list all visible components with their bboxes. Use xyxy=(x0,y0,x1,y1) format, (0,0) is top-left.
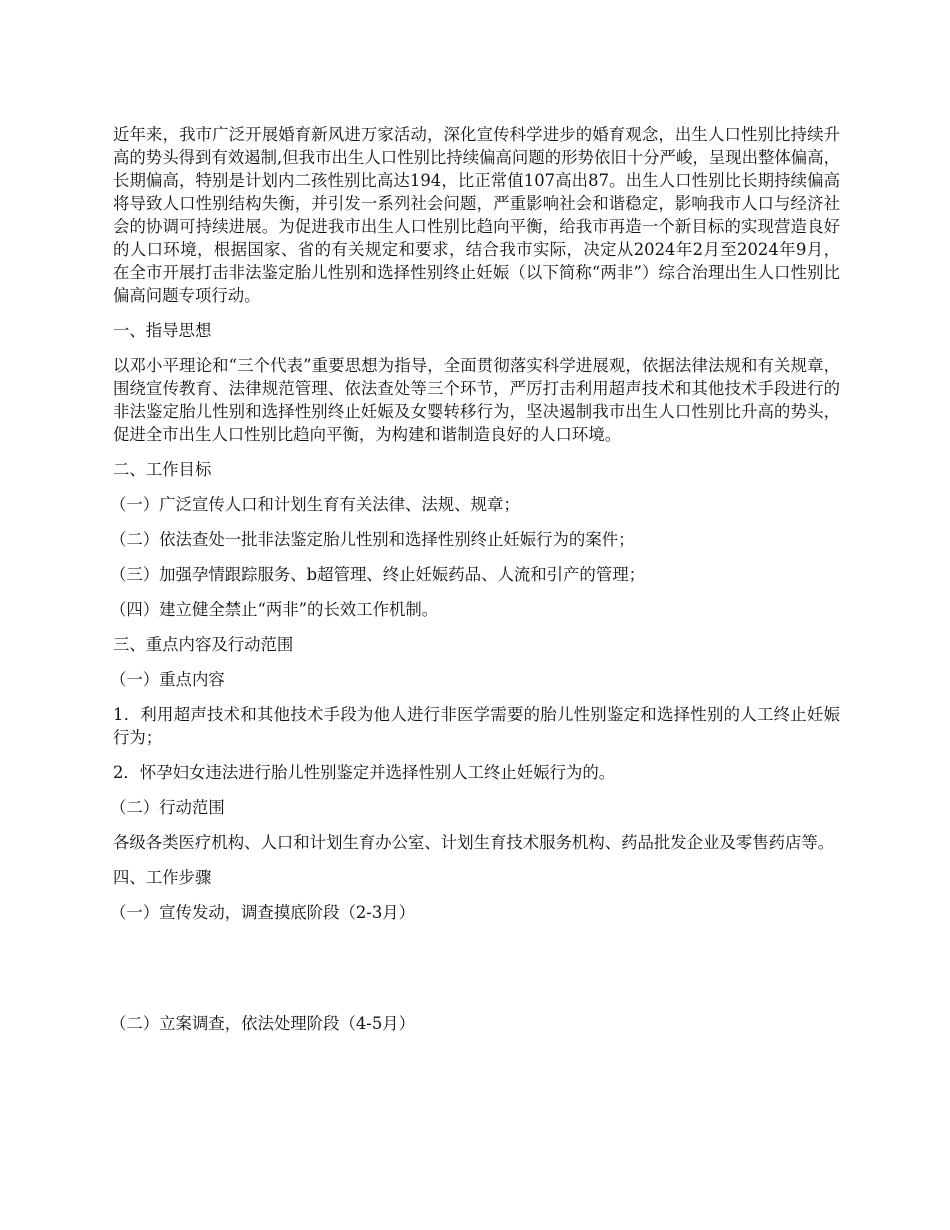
document-body xyxy=(110,123,840,1047)
work-step-item: （一）宣传发动，调查摸底阶段（2-3月） xyxy=(110,903,416,922)
goal-item: （一）广泛宣传人口和计划生育有关法律、法规、规章； xyxy=(110,495,520,514)
key-content-item: 1．利用超声技术和其他技术手段为他人进行非医学需要的胎儿性别鉴定和选择性别的人工终止妊娠行为； xyxy=(113,705,840,747)
section-heading-work-steps: 四、工作步骤 xyxy=(113,868,212,887)
intro-paragraph: 近年来，我市广泛开展婚育新风进万家活动，深化宣传科学进步的婚育观念，出生人口性别比持续升高的势头得到有效遏制,但我市出生人口性别比持续偏高问题的形势依旧十分严峻，呈现出整体偏高，长期偏高，特别是计划内二孩性别比高达194，比正常值107高出87。出生人口性别比长期持续偏高将导致人口性别结构失衡，并引发一系列社会问题，严重影响社会和谐稳定，影响我市人口与经济社会的协调可持续进展。为促进我市出生人口性别比趋向平衡，给我市再造一个新目标的实现营造良好的人口环境，根据国家、省的有关规定和要求，结合我市实际，决定从2024年2月至2024年9月，在全市开展打击非法鉴定胎儿性别和选择性别终止妊娠（以下简称“两非”）综合治理出生人口性别比偏高问题专项行动。 xyxy=(113,125,840,305)
key-content-item: 2．怀孕妇女违法进行胎儿性别鉴定并选择性别人工终止妊娠行为的。 xyxy=(113,763,616,782)
action-scope-paragraph: 各级各类医疗机构、人口和计划生育办公室、计划生育技术服务机构、药品批发企业及零售药店等。 xyxy=(113,833,835,852)
goal-item: （二）依法查处一批非法鉴定胎儿性别和选择性别终止妊娠行为的案件； xyxy=(110,530,635,549)
section-heading-guiding-ideology: 一、指导思想 xyxy=(113,321,212,340)
subheading-key-content: （一）重点内容 xyxy=(110,670,225,689)
subheading-action-scope: （二）行动范围 xyxy=(110,798,225,817)
section-heading-work-goals: 二、工作目标 xyxy=(113,460,212,479)
goal-item: （四）建立健全禁止“两非”的长效工作机制。 xyxy=(110,600,439,619)
blank-spacer xyxy=(113,936,840,1012)
section-heading-key-content: 三、重点内容及行动范围 xyxy=(113,635,294,654)
goal-item: （三）加强孕情跟踪服务、b超管理、终止妊娠药品、人流和引产的管理； xyxy=(110,565,645,584)
work-step-item: （二）立案调查，依法处理阶段（4-5月） xyxy=(110,1014,416,1033)
guiding-ideology-paragraph: 以邓小平理论和“三个代表”重要思想为指导，全面贯彻落实科学进展观，依据法律法规和有关规章，围绕宣传教育、法律规范管理、依法查处等三个环节，严厉打击利用超声技术和其他技术手段进行的非法鉴定胎儿性别和选择性别终止妊娠及女婴转移行为，坚决遏制我市出生人口性别比升高的势头，促进全市出生人口性别比趋向平衡，为构建和谐制造良好的人口环境。 xyxy=(113,356,840,444)
